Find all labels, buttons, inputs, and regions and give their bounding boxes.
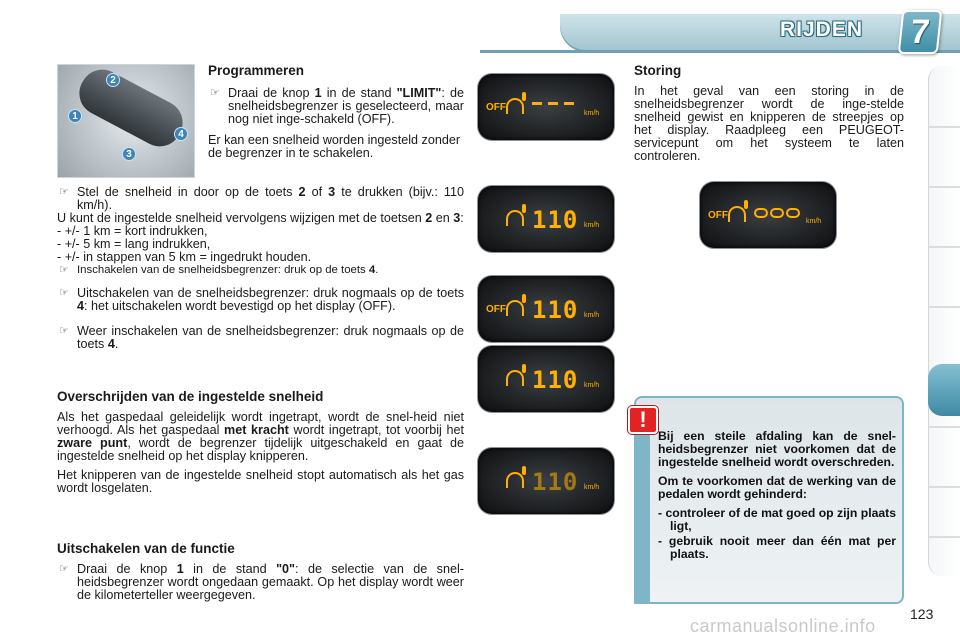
key-4: 4: [107, 337, 115, 351]
unit-label: km/h: [806, 218, 822, 225]
text: : het uitschakelen wordt bevestigd op het display (OFF).: [84, 299, 396, 313]
text: Draai de knop: [77, 562, 177, 576]
tab-divider: [928, 486, 960, 488]
chapter-title: RIJDEN: [780, 18, 864, 41]
tab-divider: [928, 186, 960, 188]
speed-limiter-stalk-photo: [57, 64, 195, 178]
overschrijden-section: [57, 390, 464, 499]
display-off-dashes: [478, 74, 614, 140]
off-label: OFF: [708, 210, 728, 221]
text: Inschakelen van de snelheidsbegrenzer: druk op de toets: [77, 264, 369, 276]
key-3: 3: [328, 185, 336, 199]
unit-label: km/h: [584, 110, 600, 117]
limiter-icon: [522, 92, 526, 101]
uitschakelen-section: [57, 542, 464, 614]
storing-section: [634, 64, 904, 167]
text: U kunt de ingestelde snelheid vervolgens wijzigen met de toetsen: [57, 211, 426, 225]
key-1: 1: [314, 86, 322, 100]
speedometer-icon: [506, 370, 524, 386]
dashes: [532, 102, 574, 105]
text: in de stand: [183, 562, 277, 576]
enable-bullet: [57, 264, 464, 277]
display-fault: [700, 182, 836, 248]
speedometer-icon: [728, 206, 746, 222]
list-item: - +/- in stappen van 5 km = ingedrukt houden.: [57, 250, 312, 264]
uitschakelen-bullet: [57, 563, 464, 602]
emphasis: zware punt: [57, 436, 128, 450]
text: Als het gaspedaal geleidelijk wordt ingetrapt, wordt de snel-heid niet verhoogd. Als het gaspedaal: [57, 410, 464, 437]
programmeren-note: Er kan een snelheid worden ingesteld zonder de begrenzer in te schakelen.: [208, 133, 461, 160]
key-1: 1: [176, 562, 184, 576]
off-label: OFF: [486, 102, 506, 113]
speedometer-icon: [506, 210, 524, 226]
tab-chapter-7-active[interactable]: [928, 364, 960, 416]
text: wordt ingetrapt, tot voorbij het: [288, 423, 464, 437]
text: of: [305, 185, 329, 199]
watermark: carmanualsonline.info: [690, 616, 876, 636]
overschrijden-text: [57, 411, 464, 463]
warning-list-item: - controleer of de mat goed op zijn plaats ligt,: [658, 506, 896, 533]
unit-label: km/h: [584, 312, 600, 319]
warning-paragraph-1: Bij een steile afdaling kan de snel-heidsbegrenzer niet voorkomen dat de ingestelde snelheid wordt overschreden.: [658, 429, 896, 469]
text: Stel de snelheid in door op de toets: [77, 185, 299, 199]
emphasis: met kracht: [224, 423, 289, 437]
text: : de selectie van de snel-heidsbegrenzer wordt ongedaan gemaakt. Op het display wordt weer de kilometerteller weergegeven.: [77, 562, 464, 602]
overschrijden-text-2: Het knipperen van de ingestelde snelheid stopt automatisch als het gas wordt losgelaten.: [57, 468, 464, 495]
page-number: 123: [910, 606, 934, 622]
unit-label: km/h: [584, 222, 600, 229]
limiter-icon: [744, 200, 748, 209]
key-4: 4: [368, 264, 376, 276]
speedometer-icon: [506, 472, 524, 488]
speedometer-icon: [506, 98, 524, 114]
speedometer-icon: [506, 300, 524, 316]
warning-list-item: - gebruik nooit meer dan één mat per plaats.: [658, 534, 896, 561]
text: in de stand: [321, 86, 397, 100]
warning-icon: !: [628, 406, 658, 434]
storing-heading: Storing: [634, 63, 682, 78]
text: .: [114, 337, 119, 351]
display-off-speed: [478, 276, 614, 342]
programmeren-bullet: [208, 87, 464, 126]
text: en: [432, 211, 454, 225]
limiter-icon: [522, 204, 526, 213]
text: Uitschakelen van de snelheidsbegrenzer: druk nogmaals op de toets: [77, 286, 464, 300]
text: : de snelheidsbegrenzer is geselecteerd, maar nog niet inge-schakeld (OFF).: [228, 86, 464, 126]
speed-value: 110: [532, 366, 579, 394]
key-2: 2: [425, 211, 433, 225]
text: , wordt de begrenzer tijdelijk uitgeschakeld en gaat de ingestelde snelheid op het display knipperen.: [57, 436, 464, 463]
uitschakelen-heading: Uitschakelen van de functie: [57, 541, 235, 556]
limiter-icon: [522, 364, 526, 373]
list-item: - +/- 5 km = lang indrukken,: [57, 237, 211, 251]
key-3: 3: [453, 211, 461, 225]
display-speed-active: [478, 346, 614, 412]
set-speed-bullet: [57, 186, 464, 212]
reenable-bullet: [57, 325, 464, 351]
chapter-tabs: [928, 66, 960, 576]
key-2: 2: [298, 185, 306, 199]
unit-label: km/h: [584, 484, 600, 491]
text: te drukken (bijv.: 110 km/h).: [77, 185, 464, 212]
programmeren-heading: Programmeren: [208, 63, 305, 78]
tab-divider: [928, 536, 960, 538]
unit-label: km/h: [584, 382, 600, 389]
button-3-marker: 3: [122, 147, 136, 161]
tab-divider: [928, 126, 960, 128]
tab-divider: [928, 306, 960, 308]
button-1-marker: 1: [68, 109, 82, 123]
overschrijden-heading: Overschrijden van de ingestelde snelheid: [57, 389, 324, 404]
chapter-number: 7: [908, 13, 932, 51]
programmeren-section: [208, 64, 464, 164]
button-2-marker: 2: [106, 73, 120, 87]
tab-rail: [928, 66, 960, 576]
speed-value: 110: [532, 206, 579, 234]
button-4-marker: 4: [174, 127, 188, 141]
disable-bullet: [57, 287, 464, 313]
zero-label: "0": [276, 562, 296, 576]
chapter-number-badge: [898, 10, 943, 54]
off-label: OFF: [486, 304, 506, 315]
text: :: [460, 211, 464, 225]
display-speed-blinking: [478, 448, 614, 514]
warning-text: [658, 430, 896, 567]
limiter-icon: [522, 466, 526, 475]
list-item: - +/- 1 km = kort indrukken,: [57, 224, 208, 238]
tab-divider: [928, 246, 960, 248]
display-speed: [478, 186, 614, 252]
tab-divider: [928, 426, 960, 428]
warning-bar: [634, 430, 650, 604]
speed-value-blinking: 110: [532, 468, 579, 496]
storing-text: In het geval van een storing in de snelheidsbegrenzer wordt de inge-stelde snelheid gewist en knipperen de streepjes op het display. Raadpleeg een PEUGEOT-servicepunt om het systeem te laten controleren.: [634, 84, 904, 163]
text: Weer inschakelen van de snelheidsbegrenzer: druk nogmaals op de toets: [77, 324, 464, 351]
limiter-icon: [522, 294, 526, 303]
stalk-lever: [72, 64, 191, 154]
text: .: [375, 264, 379, 276]
speed-value: 110: [532, 296, 579, 324]
warning-paragraph-2: Om te voorkomen dat de werking van de pedalen wordt gehinderd:: [658, 474, 896, 501]
limit-label: "LIMIT": [396, 86, 442, 100]
instructions-section: [57, 186, 464, 363]
key-4: 4: [77, 299, 85, 313]
text: Draai de knop: [228, 86, 315, 100]
blinking-segments: [754, 208, 800, 218]
